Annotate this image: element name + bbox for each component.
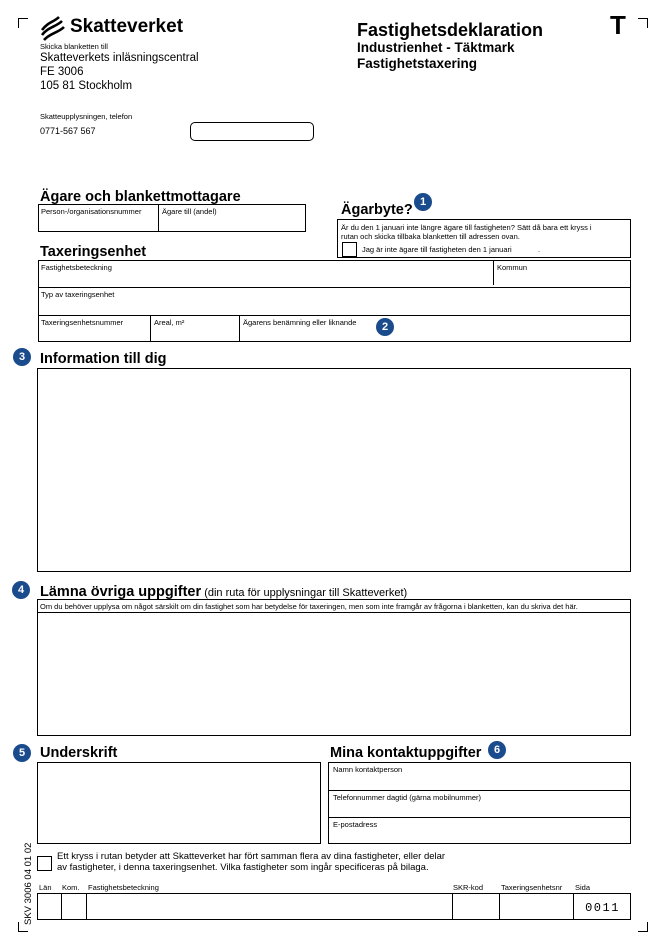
municipality-label: Kommun	[497, 263, 528, 272]
not-owner-checkbox[interactable]	[342, 242, 357, 257]
phone-label: Skatteupplysningen, telefon	[40, 112, 133, 121]
unit-type-label: Typ av taxeringsenhet	[41, 290, 115, 299]
section-badge-4: 4	[12, 581, 30, 599]
col-lan-label: Län	[39, 883, 52, 892]
col-unit-number-label: Taxeringsenhetsnr	[501, 883, 563, 892]
corner-mark-top-right	[638, 18, 648, 28]
owner-name-label: Ägarens benämning eller liknande	[243, 318, 357, 327]
unit-type-input[interactable]	[39, 299, 631, 315]
owner-fields	[38, 204, 306, 232]
section-badge-5: 5	[13, 744, 31, 762]
merged-properties-note-2: av fastigheter, i denna taxeringsenhet. Vilka fastigheter som ingår specificeras på bilaga.	[57, 862, 429, 873]
address-line-2: FE 3006	[40, 66, 84, 78]
contact-email-label: E-postadress	[333, 820, 378, 829]
ownership-change-text-1: Är du den 1 januari inte längre ägare till fastigheten? Sätt då bara ett kryss i	[341, 223, 592, 232]
section-badge-6: 6	[488, 741, 506, 759]
other-info-box	[37, 599, 631, 736]
page-number-value: 0011	[585, 901, 620, 915]
contact-fields	[328, 762, 631, 844]
contact-phone-input[interactable]	[329, 802, 630, 817]
skatteverket-logo	[38, 12, 183, 42]
municipality-input[interactable]	[494, 272, 631, 287]
owner-name-input[interactable]	[240, 327, 631, 342]
form-title: Fastighetsdeklaration	[357, 20, 544, 40]
person-number-label: Person-/organisationsnummer	[41, 207, 142, 216]
merged-properties-note-1: Ett kryss i rutan betyder att Skatteverket har fört samman flera av dina fastigheter, eller delar	[57, 851, 446, 862]
col-kom-label: Kom.	[62, 883, 80, 892]
area-label: Areal, m²	[154, 318, 185, 327]
address-line-1: Skatteverkets inläsningscentral	[40, 52, 199, 64]
send-to-label: Skicka blanketten till	[40, 42, 108, 51]
form-subtitle-2: Fastighetstaxering	[357, 56, 478, 71]
information-heading: Information till dig	[40, 351, 167, 367]
col-page-label: Sida	[575, 883, 591, 892]
area-input[interactable]	[151, 327, 239, 342]
stamp-field[interactable]	[190, 122, 314, 141]
owner-share-label: Ägare till (andel)	[162, 207, 217, 216]
contact-email-input[interactable]	[329, 829, 630, 844]
signature-heading: Underskrift	[40, 745, 118, 761]
brand-name: Skatteverket	[70, 16, 184, 37]
owner-heading: Ägare och blankettmottagare	[40, 189, 241, 205]
form-subtitle-1: Industrienhet - Täktmark	[357, 40, 515, 55]
section-badge-1: 1	[414, 193, 432, 211]
signature-box[interactable]	[37, 762, 321, 844]
section-badge-3: 3	[13, 348, 31, 366]
col-property-label: Fastighetsbeteckning	[88, 883, 159, 892]
owner-share-input[interactable]	[159, 217, 305, 232]
corner-mark-bottom-right	[638, 922, 648, 932]
other-info-description: Om du behöver upplysa om något särskilt om din fastighet som har betydelse för taxeringen, men som inte framgår av frågorna i blanketten, kan du skriva det här.	[40, 602, 578, 611]
form-letter: T	[610, 10, 626, 40]
other-info-heading-text: Lämna övriga uppgifter	[40, 584, 202, 600]
unit-number-input[interactable]	[39, 327, 150, 342]
person-number-input[interactable]	[39, 217, 158, 232]
not-owner-checkbox-suffix: .	[538, 245, 541, 254]
footer-table	[37, 893, 631, 920]
contact-heading: Mina kontaktuppgifter	[330, 745, 482, 761]
information-box	[37, 368, 631, 572]
property-designation-input[interactable]	[39, 272, 493, 287]
col-skr-label: SKR-kod	[453, 883, 484, 892]
taxation-unit-fields	[38, 260, 631, 342]
contact-name-input[interactable]	[329, 774, 630, 790]
phone-number: 0771-567 567	[40, 126, 96, 136]
unit-number-label: Taxeringsenhetsnummer	[41, 318, 124, 327]
crown-swirl-icon	[38, 13, 66, 41]
corner-mark-top-left	[18, 18, 28, 28]
ownership-change-box	[337, 219, 631, 258]
property-designation-label: Fastighetsbeteckning	[41, 263, 112, 272]
contact-phone-label: Telefonnummer dagtid (gärna mobilnummer)	[333, 793, 481, 802]
ownership-change-heading: Ägarbyte?	[341, 202, 413, 218]
ownership-change-text-2: rutan och skicka tillbaka blanketten till adressen ovan.	[341, 232, 520, 241]
contact-name-label: Namn kontaktperson	[333, 765, 403, 774]
merged-properties-checkbox[interactable]	[37, 856, 52, 871]
taxation-unit-heading: Taxeringsenhet	[40, 244, 147, 260]
other-info-heading-note: (din ruta för upplysningar till Skatteverket)	[201, 587, 408, 599]
not-owner-checkbox-label: Jag är inte ägare till fastigheten den 1 januari	[362, 245, 512, 254]
section-badge-2: 2	[376, 318, 394, 336]
other-info-textarea[interactable]	[38, 613, 630, 735]
address-line-3: 105 81 Stockholm	[40, 80, 133, 92]
form-side-code: SKV 3006 04 01 02	[23, 842, 34, 925]
